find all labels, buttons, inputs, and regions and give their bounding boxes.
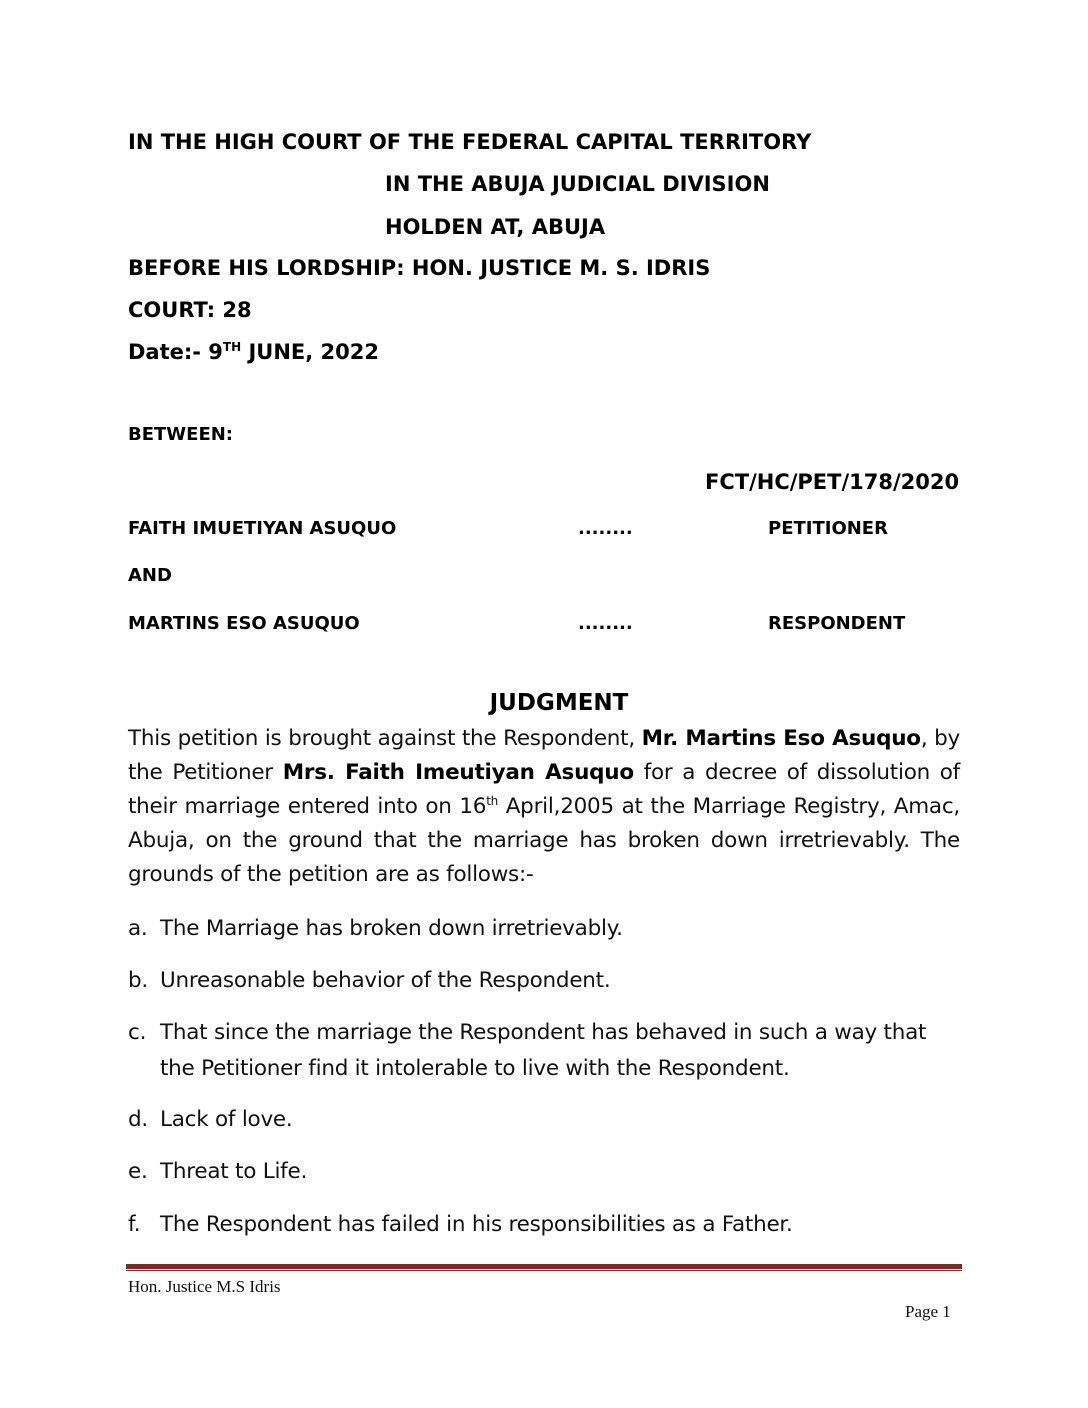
intro-paragraph: This petition is brought against the Respondent, Mr. Martins Eso Asuquo, by the Petitioner Mrs. Faith Imeutiyan Asuquo for a decree of dissolution of their marriage entered into on 16th April,2005 at the Marriage Registry, Amac, Abuja, on the ground that the marriage has broken down irretrievably. The grounds of the petition are as follows:- xyxy=(128,726,960,887)
holden-title: HOLDEN AT, ABUJA xyxy=(385,215,606,239)
page-number: Page 1 xyxy=(905,1302,951,1321)
list-marker: d. xyxy=(128,1107,148,1132)
footer-rule-thin xyxy=(126,1270,962,1271)
respondent-role: RESPONDENT xyxy=(768,613,906,634)
and-label: AND xyxy=(128,565,172,586)
court-number: COURT: 28 xyxy=(128,298,252,322)
list-item xyxy=(128,1207,960,1243)
before-judge: BEFORE HIS LORDSHIP: HON. JUSTICE M. S. IDRIS xyxy=(128,256,711,280)
list-item xyxy=(128,963,960,999)
list-marker: f. xyxy=(128,1212,141,1237)
judgment-date: Date:- 9TH JUNE, 2022 xyxy=(128,340,379,364)
petitioner-role: PETITIONER xyxy=(768,518,888,539)
petitioner-name-bold: Mrs. Faith Imeutiyan Asuquo xyxy=(282,760,634,785)
list-marker: b. xyxy=(128,968,148,993)
list-item xyxy=(128,1102,960,1138)
list-text: Unreasonable behavior of the Respondent. xyxy=(160,968,611,993)
court-title: IN THE HIGH COURT OF THE FEDERAL CAPITAL TERRITORY xyxy=(128,130,812,154)
list-item xyxy=(128,1154,960,1190)
between-label: BETWEEN: xyxy=(128,424,234,445)
respondent-name-bold: Mr. Martins Eso Asuquo xyxy=(641,726,921,751)
list-text: Lack of love. xyxy=(160,1107,293,1132)
judgment-title: JUDGMENT xyxy=(489,690,629,716)
footer-rule-thick xyxy=(126,1264,962,1269)
respondent-name: MARTINS ESO ASUQUO xyxy=(128,613,360,634)
list-text: Threat to Life. xyxy=(160,1159,308,1184)
respondent-dots: ........ xyxy=(578,613,633,634)
suit-number: FCT/HC/PET/178/2020 xyxy=(705,470,960,494)
petitioner-dots: ........ xyxy=(578,518,633,539)
footer-author: Hon. Justice M.S Idris xyxy=(128,1277,281,1296)
list-marker: c. xyxy=(128,1020,147,1045)
division-title: IN THE ABUJA JUDICIAL DIVISION xyxy=(385,172,770,196)
list-text: The Respondent has failed in his responsibilities as a Father. xyxy=(160,1212,793,1237)
list-marker: e. xyxy=(128,1159,148,1184)
list-text: The Marriage has broken down irretrievably. xyxy=(160,916,623,941)
list-text: That since the marriage the Respondent has behaved in such a way that the Petitioner find it intolerable to live with the Respondent. xyxy=(160,1020,927,1081)
list-item xyxy=(128,911,960,947)
petitioner-name: FAITH IMUETIYAN ASUQUO xyxy=(128,518,397,539)
list-item xyxy=(128,1015,960,1087)
list-marker: a. xyxy=(128,916,148,941)
